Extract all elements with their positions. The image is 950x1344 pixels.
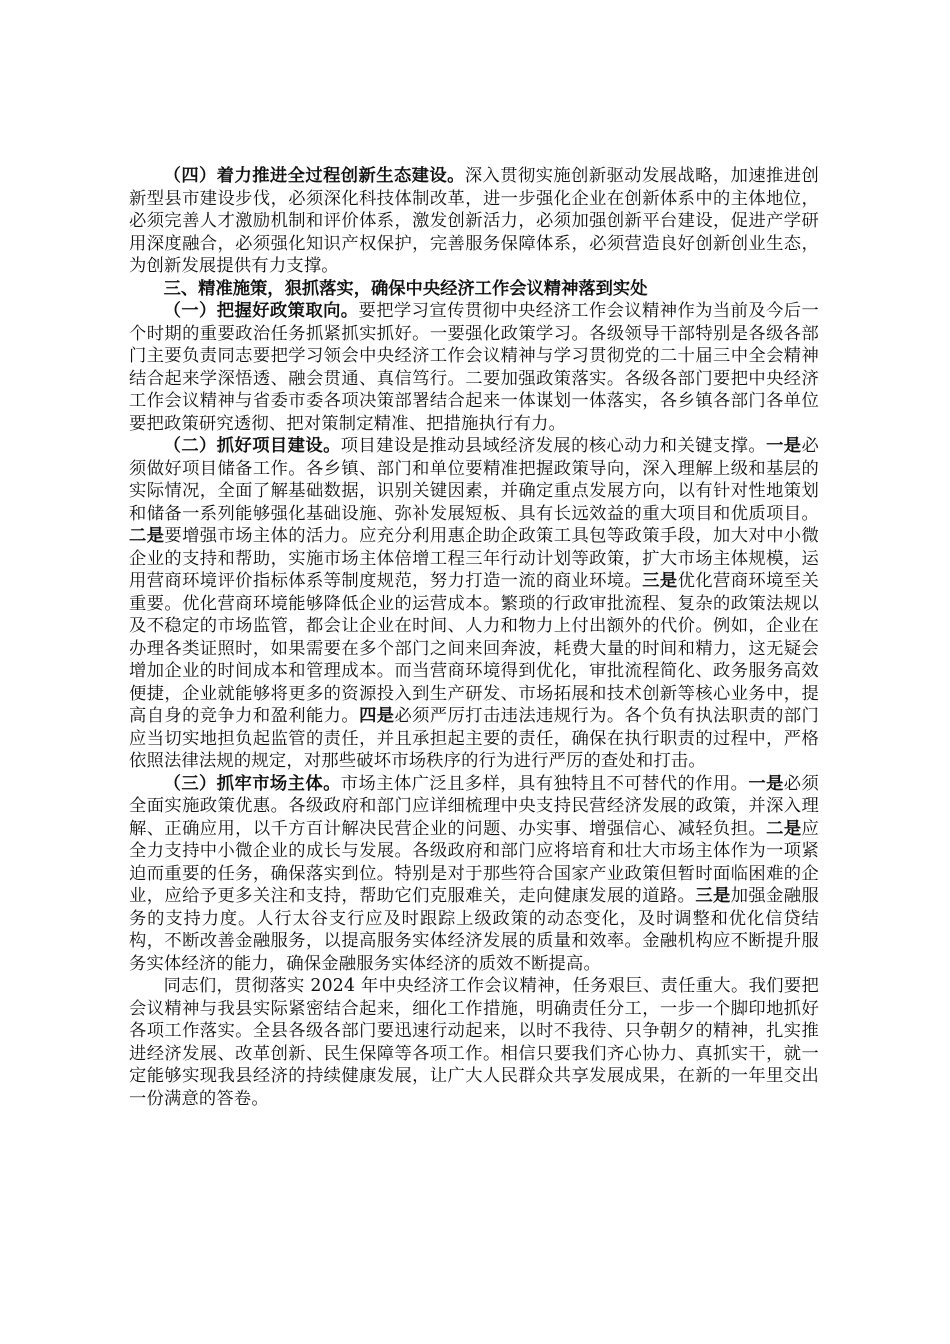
paragraph-text: 必须全面实施政策优惠。各级政府和部门应详细梳理中央支持民营经济发展的政策，并深入理解、正确应用，以千方百计解决民营企业的问题、办实事、增强信心、减轻负担。: [129, 773, 819, 839]
paragraph-body: 深入贯彻实施创新驱动发展战略，加速推进创新型县市建设步伐，必须深化科技体制改革，进一步强化企业在创新体系中的主体地位，必须完善人才激励机制和评价体系，激发创新活力，必须加强创新平台建设，促进产学研用深度融合，必须强化知识产权保护，完善服务保障体系，必须营造良好创新创业生态，为创新发展提供有力支撑。: [129, 166, 819, 276]
paragraph-body: 要把学习宣传贯彻中央经济工作会议精神作为当前及今后一个时期的重要政治任务抓紧抓实抓好。一要强化政策学习。各级领导干部特别是各级各部门主要负责同志要把学习领会中央经济工作会议精神与学习贯彻党的二十届三中全会精神结合起来学深悟透、融会贯通、真信笃行。二要加强政策落实。各级各部门要把中央经济工作会议精神与省委市委各项决策部署结合起来一体谋划一体落实，各乡镇各部门各单位要把政策研究透彻、把对策制定精准、把措施执行有力。: [129, 301, 819, 434]
paragraph-project-construction: [129, 435, 819, 773]
paragraph-text: 要增强市场主体的活力。应充分利用惠企助企政策工具包等政策手段，加大对中小微企业的支持和帮助，实施市场主体倍增工程三年行动计划等政策，扩大市场主体规模，运用营商环境评价指标体系等制度规范，努力打造一流的商业环境。: [129, 526, 820, 591]
paragraph-innovation-ecosystem: [129, 165, 819, 278]
paragraph-policy-orientation: [129, 300, 819, 435]
paragraph-lead: （四）着力推进全过程创新生态建设。: [163, 166, 465, 186]
point-marker: 三是: [642, 571, 678, 591]
paragraph-lead: （三）抓牢市场主体。: [163, 773, 341, 794]
paragraph-text: 优化营商环境至关重要。优化营商环境能够降低企业的运营成本。繁琐的行政审批流程、复杂的政策法规以及不稳定的市场监管，都会让企业在时间、人力和物力上付出额外的代价。例如，企业在办理各类证照时，如果需要在多个部门之间来回奔波，耗费大量的时间和精力，这无疑会增加企业的时间成本和管理成本。而当营商环境得到优化，审批流程简化、政务服务高效便捷，企业就能够将更多的资源投入到生产研发、市场拓展和技术创新等核心业务中，提高自身的竞争力和盈利能力。: [129, 571, 819, 726]
paragraph-text: 加强金融服务的支持力度。人行太谷支行应及时跟踪上级政策的动态变化，及时调整和优化信贷结构，不断改善金融服务，以提高服务实体经济发展的质量和效率。金融机构应不断提升服务实体经济的能力，确保金融服务实体经济的质效不断提高。: [129, 886, 819, 974]
section-heading: 三、精准施策，狠抓落实，确保中央经济工作会议精神落到实处: [163, 278, 648, 299]
point-marker: 一是: [766, 436, 802, 456]
point-marker: 三是: [695, 886, 731, 906]
paragraph-text: 市场主体广泛且多样，具有独特且不可替代的作用。: [340, 773, 749, 794]
point-marker: 二是: [129, 526, 165, 546]
point-marker: 二是: [766, 818, 802, 839]
point-marker: 四是: [359, 706, 395, 726]
paragraph-closing: 同志们，贯彻落实 2024 年中央经济工作会议精神，任务艰巨、责任重大。我们要把会议精神与我县实际紧密结合起来，细化工作措施，明确责任分工，一步一个脚印地抓好各项工作落实。全县各级各部门要迅速行动起来，以时不我待、只争朝夕的精神，扎实推进经济发展、改革创新、民生保障等各项工作。相信只要我们齐心协力、真抓实干，就一定能够实现我县经济的持续健康发展，让广大人民群众共享发展成果，在新的一年里交出一份满意的答卷。: [129, 976, 819, 1109]
paragraph-lead: （一）把握好政策取向。: [163, 301, 359, 321]
paragraph-lead: （二）抓好项目建设。: [163, 436, 341, 456]
paragraph-market-entities: [129, 773, 819, 976]
document-page: [129, 165, 819, 1110]
paragraph-text: 项目建设是推动县域经济发展的核心动力和关键支撑。: [340, 436, 767, 456]
paragraph-text: 必须做好项目储备工作。各乡镇、部门和单位要精准把握政策导向，深入理解上级和基层的实际情况，全面了解基础数据，识别关键因素，并确定重点发展方向，以有针对性地策划和储备一系列能够强化基础设施、弥补发展短板、具有长远效益的重大项目和优质项目。: [129, 436, 819, 524]
paragraph-text: 应全力支持中小微企业的成长与发展。各级政府和部门应将培育和壮大市场主体作为一项紧迫而重要的任务，确保落实到位。特别是对于那些符合国家产业政策但暂时面临困难的企业，应给予更多关注和支持，帮助它们克服难关，走向健康发展的道路。: [129, 818, 820, 906]
paragraph-text: 必须严厉打击违法违规行为。各个负有执法职责的部门应当切实地担负起监管的责任，并且承担起主要的责任，确保在执行职责的过程中，严格依照法律法规的规定，对那些破坏市场秩序的行为进行严厉的查处和打击。: [129, 706, 820, 771]
point-marker: 一是: [748, 773, 784, 794]
